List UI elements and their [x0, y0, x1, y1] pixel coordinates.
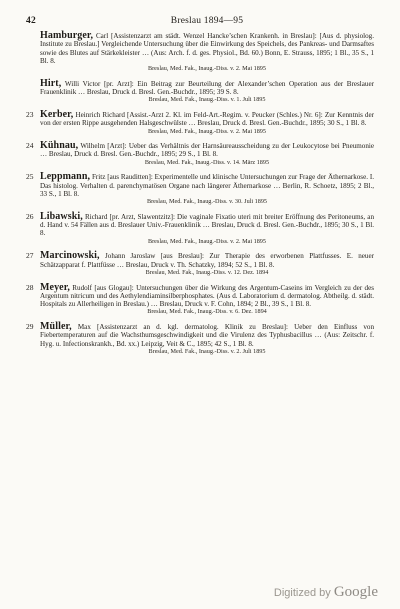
bibliography-list: [26, 30, 374, 355]
entry-thesis-note: Breslau, Med. Fak., Inaug.-Diss. v. 1. Juli 1895: [148, 96, 266, 104]
bibliography-entry: [26, 140, 374, 166]
entry-author: Hirt,: [40, 77, 62, 89]
bibliography-entry: [26, 171, 374, 206]
digitized-watermark: [274, 584, 378, 601]
entry-text: Carl [Assistenzarzt am städt. Wenzel Hancke’schen Krankenh. in Breslau]: [Aus d. physiolog. Institute zu Breslau.] Vergleichende Untersuchung über die Einwirkung des Speichels, des Pankreas- und Darmsaftes sowie des Blutes auf Stärkekleister … (Aus: Arch. f. d. ges. Physiol., Bd. 60.) Bonn, E. Strauss, 1895; 1 Bl., 35 S., 1 Bl. 8.: [40, 32, 374, 65]
entry-author: Hamburger,: [40, 30, 94, 41]
entry-author: Müller,: [40, 320, 72, 332]
entry-number: 28: [26, 282, 34, 292]
watermark-prefix: Digitized by: [273, 587, 331, 599]
bibliography-entry: [26, 250, 374, 276]
entry-thesis-note: Breslau, Med. Fak., Inaug.-Diss. v. 2. Mai 1895: [147, 127, 266, 135]
entry-text: Rudolf [aus Glogau]: Untersuchungen über die Wirkung des Argentum-Caseins im Vergleich zu der des Argentum nitricum und des Aethylendiaminsilberphosphates. (Aus d. Laboratorium d. dermatolog. Abtheilg. d. städt. Hospitals zu Allerheiligen in Breslau.) … Breslau, Druck v. F. Cohn, 1894; 2 Bl., 39 S., 1 Bl. 8.: [40, 283, 374, 309]
entry-thesis-note: Breslau, Med. Fak., Inaug.-Diss. v. 2. Mai 1895: [147, 237, 266, 245]
entry-author: Marcinowski,: [40, 250, 100, 262]
entry-number: 23: [26, 109, 34, 119]
entry-thesis-note: Breslau, Med. Fak., Inaug.-Diss. v. 30. Juli 1895: [146, 198, 268, 206]
watermark-brand: Google: [333, 584, 378, 600]
entry-number: 25: [26, 172, 34, 182]
entry-author: Libawski,: [40, 210, 83, 222]
running-title: Breslau 1894—95: [170, 16, 244, 26]
entry-text: Fritz [aus Rauditten]: Experimentelle und klinische Untersuchungen zur Frage der Äthernarkose. I. Das histolog. Verhalten d. parenchymatösen Organe nach längerer Äthernarkose … Berlin, R. Schoetz, 1895; 2 Bl., 33 S., 1 Bl. 8.: [40, 173, 374, 198]
entry-number: 24: [26, 141, 34, 151]
bibliography-entry: [26, 210, 374, 245]
entry-text: Johann Jaroslaw [aus Breslau]: Zur Therapie des erworbenen Plattfusses. E. neuer Schätzapparat f. Plattfüsse … Breslau, Druck v. Th. Schatzky, 1894; 52 S., 1 Bl. 8.: [40, 252, 374, 269]
entry-text: Richard [pr. Arzt, Slawentzitz]: Die vaginale Fixatio uteri mit breiter Eröffnung des Peritoneums, an d. Hand v. 54 Fällen aus d. Breslauer Univ.-Frauenklinik … Breslau, Druck d. Bresl. Gen.-Buchdr., 1895; 30 S., 1 Bl. 8.: [40, 212, 374, 238]
entry-thesis-note: Breslau, Med. Fak., Inaug.-Diss. v. 14. März 1895: [144, 158, 270, 166]
entry-thesis-note: Breslau, Med. Fak., Inaug.-Diss. v. 6. Dez. 1894: [147, 308, 267, 316]
entry-text: Heinrich Richard [Assist.-Arzt 2. Kl. im Feld-Art.-Regim. v. Peucker (Schles.) Nr. 6]: Zur Kenntnis der von der ersten Rippe ausgehenden Halsgeschwülste … Breslau, Druck d. Bresl. Gen.-Buchdr., 1895; 30 S., 1 Bl. 8.: [40, 110, 374, 128]
entry-number: 26: [26, 211, 34, 221]
entry-author: Kühnau,: [40, 140, 79, 152]
entry-number: 29: [26, 321, 34, 331]
page-number: 42: [26, 16, 36, 26]
entry-author: Kerber,: [40, 108, 74, 120]
entry-text: Willi Victor [pr. Arzt]: Ein Beitrag zur Beurteilung der Alexander’schen Operation aus der Breslauer Frauenklinik … Breslau, Druck d. Bresl. Gen.-Buchdr., 1895; 39 S. 8.: [40, 79, 374, 97]
entry-number: 27: [26, 251, 34, 261]
page-header: [26, 14, 374, 30]
bibliography-entry: [26, 281, 374, 316]
bibliography-entry: [40, 32, 374, 73]
entry-thesis-note: Breslau, Med. Fak., Inaug.-Diss. v. 2. Juli 1895: [148, 347, 266, 355]
entry-thesis-note: Breslau, Med. Fak., Inaug.-Diss. v. 12. Dez. 1894: [145, 268, 269, 276]
bibliography-entry: [40, 77, 374, 104]
entry-author: Meyer,: [40, 281, 70, 293]
bibliography-entry: [26, 320, 374, 355]
entry-text: Wilhelm [Arzt]: Ueber das Verhältnis der Harnsäureausscheidung zu der Leukocytose bei Pneumonie … Breslau, Druck d. Bresl. Gen.-Buchdr., 1895; 29 S., 1 Bl. 8.: [40, 142, 374, 159]
entry-thesis-note: Breslau, Med. Fak., Inaug.-Diss. v. 2. Mai 1895: [147, 65, 266, 73]
bibliography-entry: [26, 108, 374, 135]
entry-text: Max [Assistenzarzt an d. kgl. dermatolog. Klinik zu Breslau]: Ueber den Einfluss von Fiebertemperaturen auf die Wachsthumsgeschwindigkeit und die Virulenz des Typhusbacillus … (Aus: Zeitschr. f. Hyg. u. Infectionskrankh., Bd. xx.) Leipzig, Veit & C., 1895; 42 S., 1 Bl. 8.: [40, 322, 374, 348]
entry-author: Leppmann,: [40, 171, 91, 183]
